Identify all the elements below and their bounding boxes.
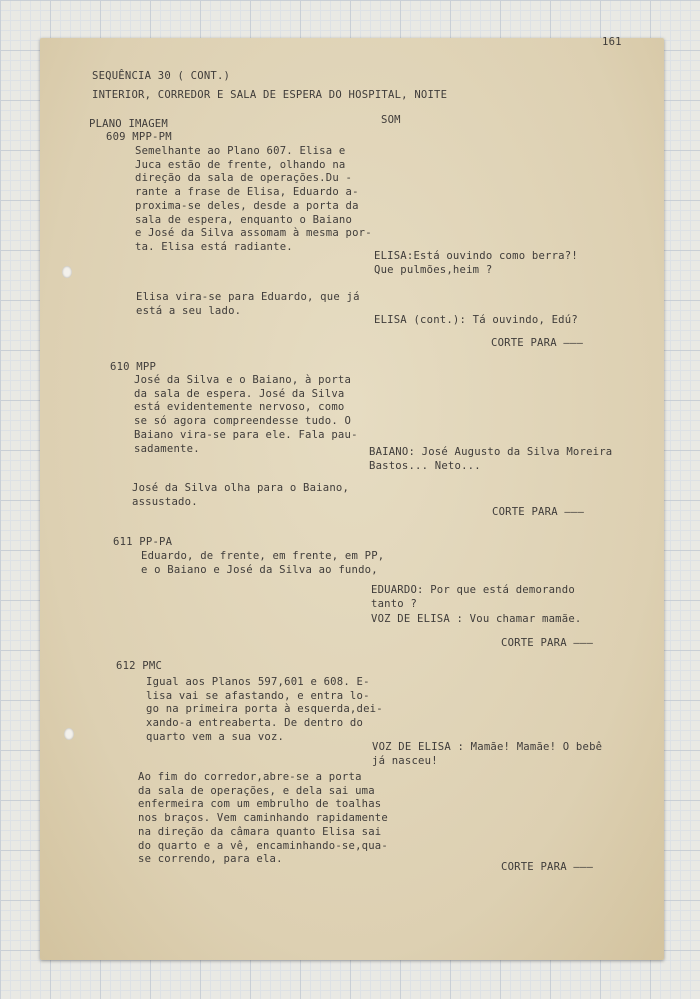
dialogue: EDUARDO: Por que está demorando tanto ? bbox=[371, 584, 575, 610]
dialogue: VOZ DE ELISA : Mamãe! Mamãe! O bebê já nasceu! bbox=[372, 741, 603, 767]
transition-cut: CORTE PARA ——— bbox=[501, 861, 594, 873]
column-header-image: PLANO IMAGEM bbox=[89, 118, 168, 130]
column-header-sound: SOM bbox=[381, 114, 401, 126]
transition-cut: CORTE PARA ——— bbox=[492, 506, 585, 518]
dialogue: BAIANO: José Augusto da Silva Moreira Bastos... Neto... bbox=[369, 446, 613, 472]
transition-cut: CORTE PARA ——— bbox=[501, 637, 594, 649]
action-text: Eduardo, de frente, em frente, em PP, e o Baiano e José da Silva ao fundo, bbox=[141, 550, 385, 576]
action-text: Igual aos Planos 597,601 e 608. E- lisa vai se afastando, e entra lo- go na primeira porta à esquerda,dei- xando-a entreaberta. De dentro do quarto vem a sua voz. bbox=[146, 676, 383, 743]
action-text: Ao fim do corredor,abre-se a porta da sala de operações, e dela sai uma enfermeira com um embrulho de toalhas nos braços. Vem caminhando rapidamente na direção da câmara quanto Elisa sai do quarto e a vê, encaminhando-se,qua- se correndo, para ela. bbox=[138, 771, 388, 866]
shot-number: 612 PMC bbox=[116, 660, 163, 672]
dialogue: ELISA:Está ouvindo como berra?! Que pulmões,heim ? bbox=[374, 250, 578, 276]
dialogue: VOZ DE ELISA : Vou chamar mamãe. bbox=[371, 613, 582, 625]
action-text: José da Silva olha para o Baiano, assustado. bbox=[132, 482, 350, 508]
dialogue: ELISA (cont.): Tá ouvindo, Edú? bbox=[374, 314, 578, 326]
action-text: José da Silva e o Baiano, à porta da sala de espera. José da Silva está evidentemente nervoso, como se só agora compreendesse tudo. O Baiano vira-se para ele. Fala pau- sadamente. bbox=[134, 374, 358, 455]
sequence-heading: SEQUÊNCIA 30 ( CONT.) bbox=[92, 70, 231, 82]
action-text: Semelhante ao Plano 607. Elisa e Juca estão de frente, olhando na direção da sala de operações.Du - rante a frase de Elisa, Eduardo a- proxima-se deles, desde a porta da sala de espera, enquanto o Baiano e José da Silva assomam à mesma por- ta. Elisa está radiante. bbox=[135, 145, 372, 253]
location-heading: INTERIOR, CORREDOR E SALA DE ESPERA DO HOSPITAL, NOITE bbox=[92, 89, 448, 101]
punch-hole bbox=[64, 728, 74, 740]
action-text: Elisa vira-se para Eduardo, que já está a seu lado. bbox=[136, 291, 360, 317]
shot-number: 609 MPP-PM bbox=[106, 131, 172, 143]
script-page bbox=[40, 38, 664, 960]
shot-number: 611 PP-PA bbox=[113, 536, 173, 548]
shot-number: 610 MPP bbox=[110, 361, 157, 373]
transition-cut: CORTE PARA ——— bbox=[491, 337, 584, 349]
page-number: 161 bbox=[602, 36, 622, 48]
punch-hole bbox=[62, 266, 72, 278]
